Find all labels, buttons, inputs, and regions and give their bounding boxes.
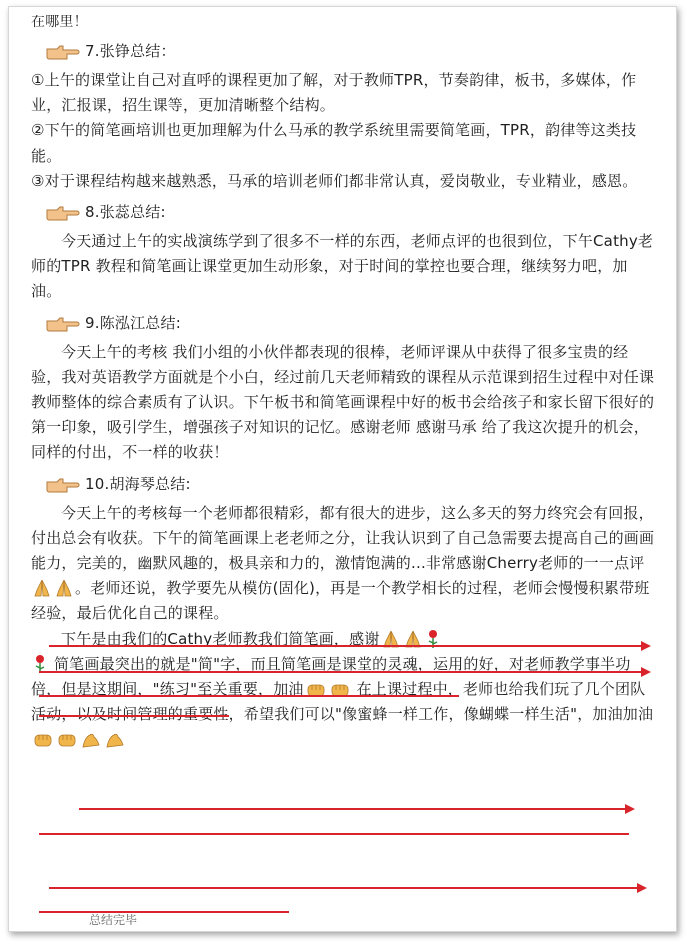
paragraph-text: 在上课过程中，老师也给我们玩了几个团队活动，以及时间管理的重要性，希望我们可以"像蜜蜂一样工作，像蝴蝶一样生活"，加油加油 — [31, 680, 654, 724]
fist-icon — [57, 731, 77, 749]
document-page — [8, 6, 677, 932]
praying-hands-icon — [33, 578, 51, 598]
paragraph: 今天上午的考核 我们小组的小伙伴都表现的很棒，老师评课从中获得了很多宝贵的经验，我对英语教学方面就是个小白，经过前几天老师精致的课程从示范课到招生过程中对任课教师整体的综合素质有了认识。下午板书和简笔画课程中好的板书会给孩子和家长留下很好的第一印象，吸引学生，增强孩子对知识的记忆。感谢老师 感谢马承 给了我这次提升的机会，同样的付出，不一样的收获！ — [31, 342, 655, 462]
red-arrow-head — [641, 641, 651, 651]
red-underline — [39, 695, 459, 697]
red-arrow-head — [641, 667, 651, 677]
red-arrow-head — [637, 883, 647, 893]
footer-clipped-text: 总结完毕 — [89, 913, 138, 925]
praying-hands-icon — [55, 578, 73, 598]
paragraph-text: 下午是由我们的Cathy老师教我们简笔画，感谢 — [61, 629, 380, 648]
paragraph-text: 。老师还说，教学要先从模仿(固化)，再是一个教学相长的过程，老师会慢慢积累带班经验，最后优化自己的课程。 — [31, 579, 650, 623]
red-underline — [39, 911, 289, 913]
clipped-top-text: 在哪里！ — [31, 15, 88, 30]
pointing-hand-icon — [45, 44, 81, 60]
red-underline — [39, 833, 629, 835]
section-heading-text: 8.张蕊总结: — [85, 203, 166, 222]
paragraph — [31, 652, 655, 753]
paragraph: ②下午的简笔画培训也更加理解为什么马承的教学系统里需要简笔画，TPR，韵律等这类技能。 — [31, 121, 637, 165]
section-heading-10 — [31, 472, 655, 498]
paragraph — [31, 501, 655, 627]
fist-icon — [33, 731, 53, 749]
red-underline — [39, 671, 643, 673]
pointing-hand-icon — [45, 477, 81, 493]
pointing-hand-icon — [45, 316, 81, 332]
flexed-biceps-icon — [81, 731, 101, 749]
red-underline — [49, 645, 643, 647]
document-body — [31, 7, 655, 753]
section-heading-text: 10.胡海琴总结: — [85, 475, 191, 494]
red-underline — [49, 887, 639, 889]
paragraph: ③对于课程结构越来越熟悉，马承的培训老师们都非常认真，爱岗敬业，专业精业，感恩。 — [31, 171, 638, 190]
flexed-biceps-icon — [105, 731, 125, 749]
red-arrow-head — [625, 804, 635, 814]
paragraph-text: 简笔画最突出的就是"简"字，而且简笔画是课堂的灵魂，运用的好，对老师教学事半功倍，但是这期间，"练习"至关重要，加油 — [31, 654, 631, 699]
paragraph-text: 今天上午的考核每一个老师都很精彩，都有很大的进步，这么多天的努力终究会有回报，付出总会有收获。下午的简笔画课上老老师之分，让我认识到了自己急需要去提高自己的画画能力，完美的，幽默风趣的，极具亲和力的，激情饱满的...非常感谢Cherry老师的一一点评 — [31, 503, 655, 573]
section-heading-9 — [31, 311, 655, 337]
section-heading-text: 7.张铮总结： — [85, 42, 176, 61]
red-underline — [79, 808, 627, 810]
paragraph — [31, 627, 655, 652]
red-underline — [39, 715, 229, 717]
paragraph: 今天通过上午的实战演练学到了很多不一样的东西，老师点评的也很到位，下午Cathy老师的TPR 教程和简笔画让课堂更加生动形象，对于时间的掌控也要合理，继续努力吧，加油。 — [31, 232, 654, 301]
paragraph: ①上午的课堂让自己对直呼的课程更加了解，对于教师TPR，节奏韵律，板书，多媒体，作业，汇报课，招生课等，更加清晰整个结构。 — [31, 71, 637, 115]
pointing-hand-icon — [45, 205, 81, 221]
section-heading-8 — [31, 200, 655, 226]
section-heading-text: 9.陈泓江总结: — [85, 314, 181, 333]
section-heading-7 — [31, 39, 655, 65]
